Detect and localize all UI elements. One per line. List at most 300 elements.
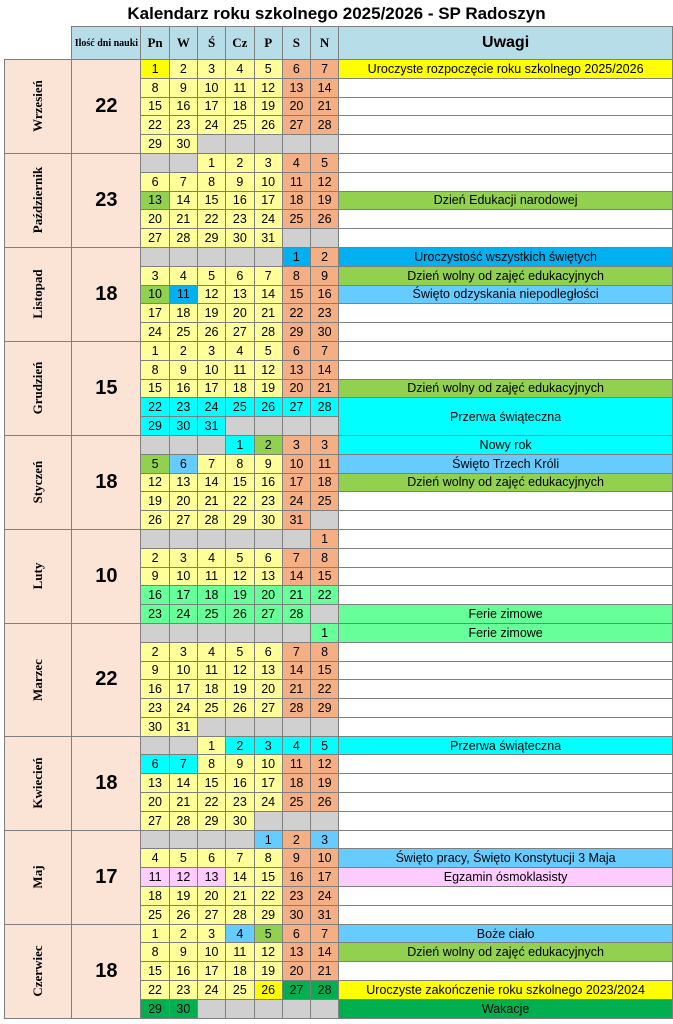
day-cell: 27 <box>169 511 197 530</box>
day-cell: 7 <box>311 60 339 79</box>
note-cell: Uroczyste rozpoczęcie roku szkolnego 2025/2026 <box>339 60 673 79</box>
day-cell: 17 <box>197 962 225 981</box>
month-label: Kwiecień <box>30 757 46 809</box>
note-cell: Dzień wolny od zajęć edukacyjnych <box>339 943 673 962</box>
day-cell: 21 <box>169 793 197 812</box>
day-cell <box>197 623 225 642</box>
day-cell: 30 <box>169 417 197 436</box>
day-cell: 17 <box>254 191 282 210</box>
day-cell: 9 <box>169 78 197 97</box>
day-cell: 21 <box>169 210 197 229</box>
note-cell: Uroczyste zakończenie roku szkolnego 2023/2024 <box>339 981 673 1000</box>
day-cell <box>282 417 310 436</box>
day-cell: 23 <box>282 887 310 906</box>
day-cell: 21 <box>254 304 282 323</box>
day-cell: 2 <box>226 736 254 755</box>
day-cell: 19 <box>311 191 339 210</box>
note-cell <box>339 887 673 906</box>
day-cell: 8 <box>311 642 339 661</box>
day-cell: 25 <box>226 116 254 135</box>
day-cell: 9 <box>311 266 339 285</box>
note-cell <box>339 586 673 605</box>
day-cell: 7 <box>226 849 254 868</box>
day-cell: 4 <box>282 153 310 172</box>
note-cell <box>339 116 673 135</box>
day-cell: 4 <box>226 341 254 360</box>
day-cell: 27 <box>254 605 282 624</box>
note-cell <box>339 811 673 830</box>
day-cell: 7 <box>311 341 339 360</box>
day-cell: 28 <box>282 605 310 624</box>
month-label: Październik <box>30 167 46 234</box>
day-cell: 1 <box>311 529 339 548</box>
day-cell: 25 <box>226 398 254 417</box>
day-cell: 17 <box>141 304 169 323</box>
day-cell: 30 <box>311 323 339 342</box>
day-cell <box>169 830 197 849</box>
day-cell: 24 <box>197 981 225 1000</box>
day-cell: 27 <box>282 116 310 135</box>
day-cell: 3 <box>254 153 282 172</box>
day-cell: 25 <box>311 492 339 511</box>
day-cell: 19 <box>254 962 282 981</box>
day-cell: 12 <box>254 943 282 962</box>
day-cell: 6 <box>282 341 310 360</box>
day-cell: 19 <box>226 680 254 699</box>
day-cell: 26 <box>141 511 169 530</box>
day-cell: 12 <box>254 360 282 379</box>
day-cell: 16 <box>169 379 197 398</box>
month-name <box>5 435 72 529</box>
day-cell: 12 <box>141 473 169 492</box>
month-label: Czerwiec <box>30 945 46 997</box>
day-cell: 10 <box>197 78 225 97</box>
note-cell: Dzień wolny od zajęć edukacyjnych <box>339 266 673 285</box>
day-cell: 13 <box>197 868 225 887</box>
month-label: Marzec <box>30 658 46 701</box>
day-cell: 28 <box>311 116 339 135</box>
day-cell <box>169 153 197 172</box>
day-cell: 13 <box>226 285 254 304</box>
note-cell: Święto pracy, Święto Konstytucji 3 Maja <box>339 849 673 868</box>
day-cell: 8 <box>141 360 169 379</box>
month-name <box>5 623 72 736</box>
month-name <box>5 924 72 1018</box>
day-cell: 1 <box>282 247 310 266</box>
header-days-count: Ilość dni nauki <box>72 27 141 60</box>
day-cell <box>141 435 169 454</box>
day-cell <box>141 736 169 755</box>
day-cell <box>197 999 225 1018</box>
day-cell: 5 <box>226 548 254 567</box>
day-cell: 30 <box>226 229 254 248</box>
day-cell: 5 <box>226 642 254 661</box>
day-cell: 2 <box>141 642 169 661</box>
month-name <box>5 341 72 435</box>
day-cell <box>141 623 169 642</box>
month-label: Wrzesień <box>30 80 46 133</box>
day-cell: 9 <box>226 755 254 774</box>
day-cell: 14 <box>311 360 339 379</box>
day-cell: 29 <box>226 511 254 530</box>
day-cell: 17 <box>254 774 282 793</box>
day-cell: 21 <box>282 680 310 699</box>
header-corner <box>5 27 72 60</box>
day-cell: 1 <box>141 60 169 79</box>
day-cell: 16 <box>254 473 282 492</box>
day-cell: 2 <box>141 548 169 567</box>
day-cell: 28 <box>311 398 339 417</box>
day-cell: 24 <box>311 887 339 906</box>
day-cell: 10 <box>282 454 310 473</box>
day-cell: 12 <box>169 868 197 887</box>
header-weekday: Cz <box>226 27 254 60</box>
day-cell: 3 <box>197 60 225 79</box>
day-cell: 18 <box>226 97 254 116</box>
day-cell: 5 <box>311 153 339 172</box>
week-row <box>5 153 673 172</box>
note-cell <box>339 905 673 924</box>
day-cell: 6 <box>282 60 310 79</box>
day-cell: 15 <box>141 962 169 981</box>
day-cell: 21 <box>311 379 339 398</box>
day-cell <box>282 229 310 248</box>
day-cell: 5 <box>311 736 339 755</box>
note-cell <box>339 529 673 548</box>
day-cell: 23 <box>226 793 254 812</box>
day-cell <box>311 605 339 624</box>
day-cell: 10 <box>169 567 197 586</box>
note-cell <box>339 567 673 586</box>
month-label: Grudzień <box>30 362 46 415</box>
day-cell: 4 <box>282 736 310 755</box>
day-cell: 15 <box>197 774 225 793</box>
day-cell: 21 <box>311 962 339 981</box>
day-cell: 19 <box>197 304 225 323</box>
day-cell <box>311 999 339 1018</box>
day-cell: 15 <box>141 379 169 398</box>
day-cell: 24 <box>282 492 310 511</box>
day-cell: 25 <box>282 793 310 812</box>
day-cell: 4 <box>226 924 254 943</box>
day-cell: 8 <box>226 454 254 473</box>
day-cell: 3 <box>311 435 339 454</box>
day-cell: 26 <box>226 605 254 624</box>
day-cell <box>282 135 310 154</box>
note-cell <box>339 962 673 981</box>
note-cell <box>339 135 673 154</box>
day-cell: 8 <box>197 172 225 191</box>
day-cell: 28 <box>254 323 282 342</box>
day-cell: 5 <box>197 266 225 285</box>
note-cell <box>339 210 673 229</box>
day-cell: 20 <box>282 97 310 116</box>
day-cell: 5 <box>169 849 197 868</box>
day-cell <box>254 247 282 266</box>
day-cell <box>226 623 254 642</box>
day-cell: 13 <box>282 78 310 97</box>
day-cell <box>254 623 282 642</box>
header-weekday: Ś <box>197 27 225 60</box>
day-cell: 2 <box>169 60 197 79</box>
day-cell <box>169 435 197 454</box>
day-cell: 6 <box>254 548 282 567</box>
day-cell: 21 <box>311 97 339 116</box>
day-cell: 7 <box>311 924 339 943</box>
school-days-count: 10 <box>72 529 141 623</box>
day-cell <box>282 811 310 830</box>
day-cell <box>311 717 339 736</box>
day-cell: 13 <box>282 943 310 962</box>
day-cell: 2 <box>169 924 197 943</box>
note-cell: Egzamin ósmoklasisty <box>339 868 673 887</box>
day-cell <box>282 717 310 736</box>
day-cell: 1 <box>226 435 254 454</box>
day-cell: 8 <box>141 943 169 962</box>
day-cell: 26 <box>254 981 282 1000</box>
note-cell: Święto odzyskania niepodległości <box>339 285 673 304</box>
day-cell: 12 <box>226 661 254 680</box>
day-cell <box>141 529 169 548</box>
day-cell: 20 <box>254 586 282 605</box>
page-title: Kalendarz roku szkolnego 2025/2026 - SP Radoszyn <box>127 4 546 23</box>
note-cell <box>339 229 673 248</box>
day-cell: 22 <box>311 586 339 605</box>
day-cell: 31 <box>282 511 310 530</box>
day-cell: 14 <box>282 661 310 680</box>
day-cell: 23 <box>141 605 169 624</box>
day-cell: 26 <box>226 699 254 718</box>
note-cell: Ferie zimowe <box>339 605 673 624</box>
day-cell: 27 <box>141 811 169 830</box>
header-weekday: N <box>311 27 339 60</box>
day-cell <box>254 529 282 548</box>
school-days-count: 23 <box>72 153 141 247</box>
day-cell: 5 <box>254 60 282 79</box>
day-cell: 6 <box>141 755 169 774</box>
day-cell <box>282 623 310 642</box>
day-cell: 23 <box>226 210 254 229</box>
school-days-count: 18 <box>72 736 141 830</box>
day-cell <box>197 435 225 454</box>
day-cell: 10 <box>254 172 282 191</box>
day-cell: 27 <box>226 323 254 342</box>
day-cell <box>197 830 225 849</box>
month-name <box>5 830 72 924</box>
day-cell: 14 <box>311 78 339 97</box>
day-cell: 24 <box>197 116 225 135</box>
day-cell: 27 <box>282 981 310 1000</box>
day-cell: 31 <box>311 905 339 924</box>
day-cell: 10 <box>169 661 197 680</box>
day-cell: 15 <box>311 567 339 586</box>
day-cell: 27 <box>197 905 225 924</box>
day-cell <box>311 135 339 154</box>
note-cell: Dzień wolny od zajęć edukacyjnych <box>339 473 673 492</box>
day-cell: 29 <box>141 417 169 436</box>
day-cell: 13 <box>282 360 310 379</box>
day-cell: 26 <box>311 210 339 229</box>
day-cell: 14 <box>226 868 254 887</box>
month-name <box>5 529 72 623</box>
day-cell: 2 <box>282 830 310 849</box>
note-cell <box>339 793 673 812</box>
day-cell: 31 <box>169 717 197 736</box>
day-cell: 23 <box>254 492 282 511</box>
day-cell: 24 <box>169 699 197 718</box>
day-cell: 30 <box>169 135 197 154</box>
day-cell <box>197 247 225 266</box>
day-cell: 17 <box>197 97 225 116</box>
day-cell: 20 <box>254 680 282 699</box>
calendar-table <box>4 26 673 1019</box>
day-cell: 27 <box>254 699 282 718</box>
day-cell: 8 <box>311 548 339 567</box>
day-cell: 13 <box>169 473 197 492</box>
day-cell: 2 <box>226 153 254 172</box>
day-cell: 30 <box>169 999 197 1018</box>
day-cell: 6 <box>141 172 169 191</box>
day-cell: 4 <box>226 60 254 79</box>
day-cell: 27 <box>141 229 169 248</box>
day-cell: 1 <box>141 341 169 360</box>
day-cell: 13 <box>254 567 282 586</box>
day-cell: 28 <box>311 981 339 1000</box>
note-cell <box>339 153 673 172</box>
day-cell: 16 <box>282 868 310 887</box>
note-cell: Uroczystość wszystkich świętych <box>339 247 673 266</box>
day-cell: 23 <box>141 699 169 718</box>
day-cell: 24 <box>169 605 197 624</box>
day-cell <box>226 830 254 849</box>
day-cell: 9 <box>141 661 169 680</box>
note-cell <box>339 699 673 718</box>
note-cell: Dzień Edukacji narodowej <box>339 191 673 210</box>
day-cell: 21 <box>226 887 254 906</box>
note-cell <box>339 360 673 379</box>
day-cell: 24 <box>141 323 169 342</box>
day-cell: 9 <box>169 943 197 962</box>
day-cell: 12 <box>197 285 225 304</box>
day-cell: 19 <box>226 586 254 605</box>
day-cell: 15 <box>311 661 339 680</box>
day-cell: 25 <box>197 605 225 624</box>
day-cell: 18 <box>197 586 225 605</box>
day-cell: 30 <box>141 717 169 736</box>
day-cell: 8 <box>197 755 225 774</box>
school-days-count: 15 <box>72 341 141 435</box>
school-days-count: 22 <box>72 623 141 736</box>
day-cell: 9 <box>254 454 282 473</box>
day-cell <box>311 511 339 530</box>
note-cell <box>339 548 673 567</box>
day-cell: 11 <box>169 285 197 304</box>
month-label: Styczeń <box>30 461 46 504</box>
day-cell: 25 <box>282 210 310 229</box>
day-cell: 6 <box>282 924 310 943</box>
day-cell: 14 <box>254 285 282 304</box>
day-cell: 11 <box>282 172 310 191</box>
day-cell: 4 <box>169 266 197 285</box>
note-cell: Boże ciało <box>339 924 673 943</box>
note-cell <box>339 492 673 511</box>
day-cell <box>282 529 310 548</box>
day-cell: 29 <box>282 323 310 342</box>
note-cell: Przerwa świąteczna <box>339 398 673 436</box>
day-cell: 11 <box>226 360 254 379</box>
day-cell: 25 <box>226 981 254 1000</box>
day-cell: 28 <box>169 229 197 248</box>
note-cell: Przerwa świąteczna <box>339 736 673 755</box>
day-cell: 29 <box>197 811 225 830</box>
day-cell: 29 <box>254 905 282 924</box>
day-cell: 11 <box>197 661 225 680</box>
month-label: Luty <box>30 563 46 590</box>
day-cell: 22 <box>311 680 339 699</box>
day-cell: 10 <box>197 943 225 962</box>
day-cell: 16 <box>141 680 169 699</box>
day-cell: 7 <box>169 172 197 191</box>
day-cell: 10 <box>311 849 339 868</box>
day-cell: 3 <box>282 435 310 454</box>
day-cell: 18 <box>282 774 310 793</box>
day-cell: 20 <box>141 210 169 229</box>
note-cell: Nowy rok <box>339 435 673 454</box>
day-cell: 29 <box>141 135 169 154</box>
day-cell: 12 <box>311 172 339 191</box>
day-cell: 9 <box>169 360 197 379</box>
day-cell: 15 <box>197 191 225 210</box>
note-cell <box>339 680 673 699</box>
day-cell: 4 <box>197 642 225 661</box>
day-cell: 20 <box>282 379 310 398</box>
day-cell: 29 <box>197 229 225 248</box>
day-cell <box>226 247 254 266</box>
calendar-body <box>5 60 673 1019</box>
week-row <box>5 435 673 454</box>
day-cell: 30 <box>282 905 310 924</box>
day-cell <box>254 717 282 736</box>
day-cell: 20 <box>226 304 254 323</box>
day-cell: 17 <box>282 473 310 492</box>
day-cell: 3 <box>197 924 225 943</box>
day-cell <box>254 999 282 1018</box>
day-cell: 22 <box>197 793 225 812</box>
day-cell: 16 <box>226 774 254 793</box>
day-cell: 28 <box>226 905 254 924</box>
day-cell: 20 <box>282 962 310 981</box>
school-days-count: 17 <box>72 830 141 924</box>
day-cell: 19 <box>169 887 197 906</box>
day-cell: 19 <box>254 379 282 398</box>
day-cell: 1 <box>197 736 225 755</box>
month-name <box>5 247 72 341</box>
day-cell: 26 <box>169 905 197 924</box>
day-cell: 18 <box>141 887 169 906</box>
day-cell: 31 <box>254 229 282 248</box>
day-cell: 14 <box>282 567 310 586</box>
day-cell <box>254 417 282 436</box>
day-cell: 1 <box>197 153 225 172</box>
day-cell: 15 <box>254 868 282 887</box>
day-cell: 14 <box>197 473 225 492</box>
month-name <box>5 736 72 830</box>
day-cell: 10 <box>141 285 169 304</box>
day-cell: 22 <box>254 887 282 906</box>
day-cell: 3 <box>254 736 282 755</box>
day-cell: 9 <box>141 567 169 586</box>
month-label: Listopad <box>30 269 46 320</box>
